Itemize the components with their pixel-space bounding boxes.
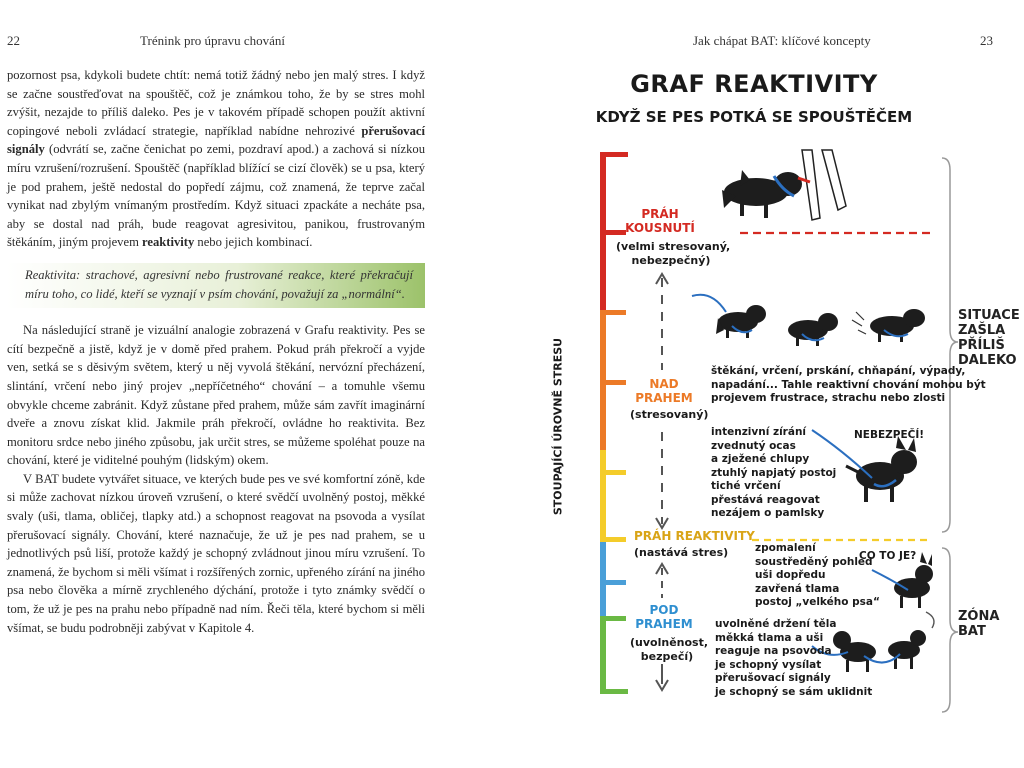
- scale-green-segment: [600, 616, 606, 694]
- reactivity-threshold-title: PRÁH REAKTIVITY: [634, 529, 755, 543]
- chart-title: GRAF REAKTIVITY: [630, 70, 878, 98]
- axis-label: STOUPAJÍCÍ ÚROVNĚ STRESU: [551, 337, 565, 516]
- chart-subtitle: KDYŽ SE PES POTKÁ SE SPOUŠTĚČEM: [595, 108, 913, 126]
- dog-bite-illustration: [722, 150, 846, 220]
- bite-threshold-desc: (velmi stresovaný, nebezpečný): [616, 240, 731, 267]
- tick-top: [600, 152, 628, 157]
- tick-reactivity: [600, 537, 626, 542]
- right-page: [512, 0, 1024, 768]
- scale-yellow-segment: [600, 450, 606, 540]
- threshold-signs-note: intenzivní zírání zvednutý ocas a zježené chlupy ztuhlý napjatý postoj tiché vrčení přestává reagovat nezájem o pamlsky: [711, 426, 837, 519]
- page-number-right: 23: [980, 33, 993, 48]
- zone-too-far: SITUACE ZAŠLA PŘÍLIŠ DALEKO: [958, 308, 1020, 368]
- paragraph-1: [7, 66, 425, 252]
- text-run: nebo jejich kombinací.: [194, 235, 313, 250]
- running-head-right: Jak chápat BAT: klíčové koncepty: [693, 33, 871, 48]
- running-head-left: Trénink pro úpravu chování: [140, 33, 286, 48]
- tick-under: [600, 616, 626, 621]
- term-interruption-signals: přerušovací signály: [7, 123, 425, 157]
- bite-threshold-title: PRÁH KOUSNUTÍ: [625, 207, 695, 235]
- paragraph-2: Na následující straně je vizuální analogie zobrazená v Grafu reaktivity. Pes se cítí bezpečně a jistě, když je v domě před prahem. Pokud práh překročí a vyjde ven, setká se s děsivým světem, který u něj vyvolá štěkání, nervózní přecházení, slintání, vrčení nebo jiný projev „nepříčetného“ chování – a tomuhle všemu obvykle chceme zabránit. Když zůstane před prahem, může sám zavřít imaginární dveře a znovu získat klid. Jakmile práh překročí, ovládne ho reaktivita. Bez monitoru srdce nebo jiného způsobu, jak určit stres, se můžeme spoléhat pouze na chování, které je viditelné pouhým (lidským) okem.: [7, 323, 425, 468]
- text-run: pozornost psa, kdykoli budete chtít: nemá totiž žádný nebo jen malý stres. I když se začne soustřeďovat na spouštěč, což je známkou toho, že by se stres mohl zvýšit, nezajde to příliš daleko. Pes je v takovém případě schopen použít aktivní copingové neboli zvládací strategie, například nabídne nehrozivé: [7, 68, 425, 138]
- reactivity-threshold-desc: (nastává stres): [634, 546, 729, 559]
- focus-signs-note: zpomalení soustředěný pohled uši dopředu zavřená tlama postoj „velkého psa“: [755, 542, 880, 608]
- under-threshold-title: POD PRAHEM: [635, 603, 693, 631]
- under-threshold-desc: (uvolněnost, bezpečí): [630, 636, 709, 663]
- tick-bottom: [600, 689, 628, 694]
- tick-over-top: [600, 310, 626, 315]
- tick-yellow: [600, 470, 626, 475]
- over-threshold-title: NAD PRAHEM: [635, 377, 693, 405]
- text-run: (odvrátí se, začne čenichat po zemi, pozdraví apod.) a zachová si nízkou míru vzrušení/rozrušení. Spouštěč (například blížící se cizí člověk) se u psa, který je pod prahem, ještě nedostal do popředí zájmu, což znamená, že teprve začal vynikat nad zbylým vnímaným prostředím. Když situaci zpackáte a necháte psa, aby se dostal nad práh, bude reagovat agresivitou, panikou, frustrovaným štěkáním, jiným projevem: [7, 142, 425, 250]
- body-text: [7, 66, 425, 637]
- brace-too-far: [942, 158, 958, 532]
- relaxed-signs-note: uvolněné držení těla měkká tlama a uši reaguje na psovoda je schopný vysílat přerušovací signály je schopný se sám uklidnit: [715, 618, 873, 698]
- what-is-it-label: CO TO JE?: [859, 550, 917, 562]
- zone-bat: ZÓNA BAT: [958, 609, 1000, 639]
- paragraph-3: V BAT budete vytvářet situace, ve kterých bude pes ve své komfortní zóně, kde si může zachovat nízkou úroveň vzrušení, o které svědčí uvolněný postoj, měkké svaly (uši, tlama, obličej, tlapky atd.) a schopnost reagovat na psovoda a vysílat přerušovací signály. Chování, které naznačuje, že už je pes nad prahem, se u jednotlivých psů liší, protože každý je schopný zvládnout jinou míru vzrušení. To znamená, že bychom si měli všímat i rozšířených zornic, upřeného zírání na jiného psa nebo člověka a mírně zrychleného dýchání, protože i tyto známky svědčí o tom, že už je pes na prahu nebo případně nad ním. Řeči těla, které bychom si měli všímat, se budu podrobněji zabývat v Kapitole 4.: [7, 471, 425, 635]
- tick-over: [600, 380, 626, 385]
- danger-label: NEBEZPEČÍ!: [854, 429, 925, 441]
- definition-callout: Reaktivita: strachové, agresivní nebo frustrované reakce, které překračují míru toho, co lidé, kteří se vyznají v psím chování, považují za „normální“.: [7, 263, 425, 308]
- over-behaviors-note: štěkání, vrčení, prskání, chňapání, výpady, napadání... Tahle reaktivní chování mohou být projevem frustrace, strachu nebo zlosti: [711, 365, 986, 404]
- reacting-dogs-illustration: [692, 295, 925, 346]
- over-threshold-desc: (stresovaný): [630, 408, 709, 421]
- term-reactivity: reaktivity: [142, 235, 195, 250]
- scale-blue-segment: [600, 540, 606, 616]
- tick-blue: [600, 580, 626, 585]
- brace-bat: [942, 548, 958, 712]
- page-number-left: 22: [7, 33, 20, 48]
